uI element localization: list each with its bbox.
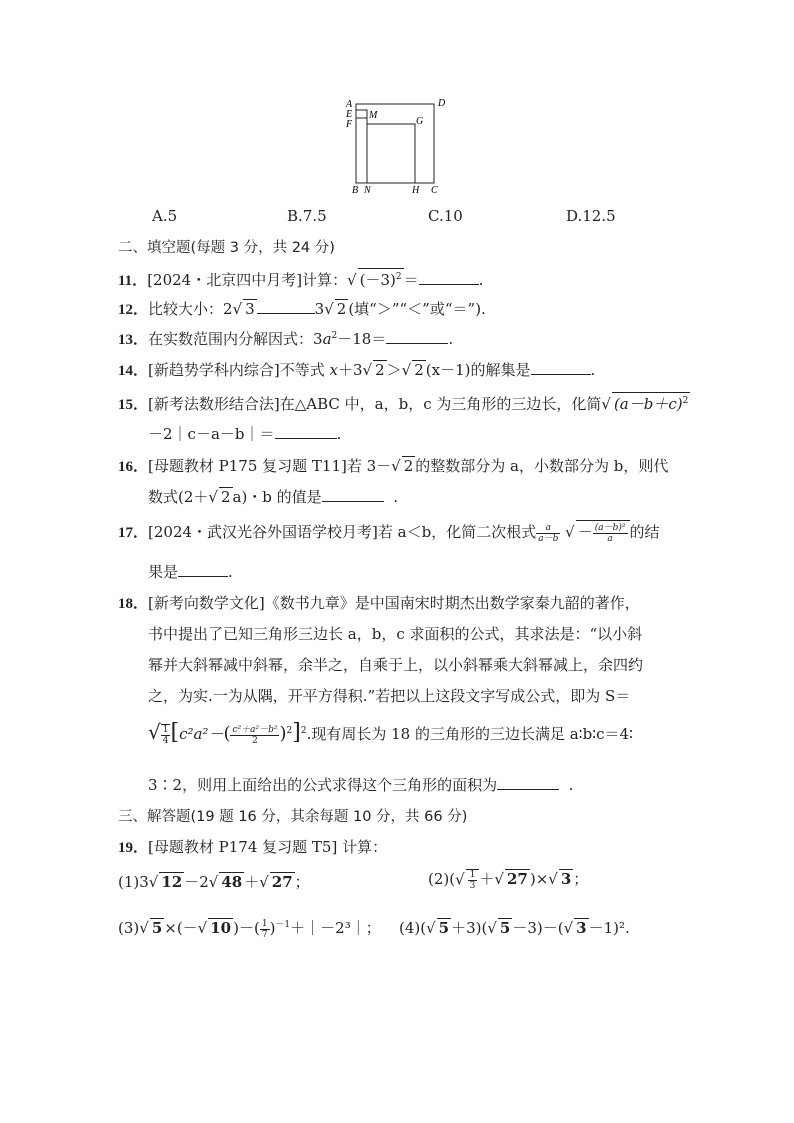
q15-end: . [336,425,342,443]
q11-text: 计算： [302,271,348,289]
q13-number: 13． [118,332,149,348]
q12-sqrt1: √ 3 [232,300,255,318]
q18-frac-quarter: $\frac{1}{4}$ [162,725,169,746]
label-d: D [438,98,446,109]
q13-end: . [448,330,454,348]
q11-eq: ＝ [403,271,419,289]
q16-end: . [393,488,399,506]
q15-line2: －2｜c－a－b｜＝ [148,425,275,443]
q17-end: . [228,563,233,581]
q19-tag: [母题教材 P174 复习题 T5] [148,838,338,856]
q18-formula-sqrt: √ [148,720,161,744]
choice-b: B.7.5 [287,207,327,225]
label-h: H [412,185,420,196]
q16-line2a: 数式(2＋ [148,488,209,506]
q17-tag: [2024・武汉光谷外国语学校月考] [148,523,378,541]
q18-c2a2: c²a²－ [179,725,224,743]
q16-number: 16． [118,459,149,475]
q18-line1: 《数书九章》是中国南宋时期杰出数学家秦九韶的著作， [264,594,640,612]
q15-number: 15． [118,397,149,413]
q19-part1: (1)3√ 12 －2√ 48 ＋√ 27 ； [118,873,310,891]
q14-x: x [329,361,338,379]
q11-end: . [478,271,484,289]
q13-text: 在实数范围内分解因式：3 [148,330,323,348]
q14-blank[interactable] [531,360,591,375]
q14-text: 不等式 [279,361,330,379]
q18-end: . [568,776,574,794]
q14-plus: ＋3 [337,361,363,379]
choice-a: A.5 [152,207,178,225]
q14-end: . [590,361,596,379]
q11-radicand: (－3) [359,271,396,289]
q17-frac: $\frac{a}{a-b}$ [538,522,559,544]
q12-blank[interactable] [257,299,315,314]
q11-tag: [2024・北京四中月考] [147,271,303,289]
q11-exp: 2 [395,272,402,282]
q11-blank[interactable] [419,270,479,285]
question-17 [118,520,660,544]
choice-c: C.10 [428,207,463,225]
q18-line6-text: 3∶2，则用上面给出的公式求得这个三角形的面积为 [148,776,498,794]
label-g: G [416,116,424,127]
q18-number: 18． [118,596,149,612]
choice-d: D.12.5 [566,207,616,225]
q13-var: a [322,330,332,348]
label-a: A [346,99,353,110]
q17-sqrt: √ － $\frac{\text{(a－b)²}}{a}$ [565,520,629,544]
q16-blank[interactable] [322,487,384,502]
q14-sqrt1: √ 2 [362,361,385,379]
q13-exp: 2 [331,331,338,341]
question-16 [118,455,668,476]
question-15-line2 [148,423,341,444]
q18-tag: [新考向数学文化] [148,594,265,612]
q17-tail: 的结 [629,523,660,541]
q11-sqrt: √ $(-3)^2$ [347,268,404,290]
section-answer-title: 三、解答题(19 题 16 分，其余每题 10 分，共 66 分) [118,809,468,825]
question-13 [118,328,453,349]
q12-sqrt2: √ 2 [324,300,347,318]
q13-tail: －18＝ [337,330,387,348]
q16-tag: [母题教材 P175 复习题 T11] [148,457,347,475]
q12-text: 比较大小：2 [148,300,233,318]
q16-line2b: a)・b 的值是 [232,488,322,506]
square-mghn [367,124,415,183]
q18-line6 [148,774,573,795]
q18-line2: 书中提出了已知三角形三边长 a，b，c 求面积的公式，其求法是：“以小斜 [148,625,643,643]
q16-text: 若 3－ [346,457,392,475]
question-18 [118,592,640,613]
q15-tag: [新考法数形结合法] [148,395,280,413]
q18-formula-tail: .现有周长为 18 的三角形的三边长满足 a∶b∶c＝4∶ [306,725,633,743]
q16-sqrt: √ 2 [391,457,414,475]
q19-part3: (3)√ 5 ×(－√ 10 )－( $\frac{1}{7}$ )$^{-1}$＋｜－2³｜； [118,918,381,940]
label-e: E [346,109,353,120]
q12-number: 12． [118,302,149,318]
question-17-line2 [148,561,233,582]
question-16-line2 [148,486,398,507]
section-fill-title: 二、填空题(每题 3 分，共 24 分) [118,240,335,256]
q19-part2: (2)(√ $\frac{1}{3}$ ＋√ 27 )×√ 3 ； [428,869,589,891]
q14-gt: ＞ [386,361,402,379]
question-12 [118,298,486,319]
geometry-figure [340,96,460,196]
q15-blank[interactable] [275,424,337,439]
rect-emn [356,110,367,183]
q17-blank[interactable] [178,562,228,577]
q17-text: 若 a＜b，化简二次根式 [377,523,537,541]
q15-text: 在△ABC 中，a，b，c 为三角形的三边长，化简 [279,395,602,413]
q18-inner-frac: $\frac{\text{c²＋a²－b²}}{2}$ [232,724,278,746]
q14-paren: (x－1) [425,361,471,379]
q17-line2: 果是 [148,563,179,581]
q19-number: 19． [118,840,149,856]
q14-tag: [新趋势学科内综合] [148,361,280,379]
q13-blank[interactable] [386,329,448,344]
label-c: C [431,185,438,196]
question-19 [118,836,387,857]
q18-blank[interactable] [497,775,559,790]
q19-part4: (4)(√ 5 ＋3)(√ 5 －3)－(√ 3 －1)². [399,919,630,937]
q12-mid: 3 [314,300,325,318]
q15-sqrt: √ $(a-b+c)^2$ [601,392,690,414]
q18-line4: 之，为实.一为从隅，开平方得积.”若把以上这段文字写成公式，即为 S＝ [148,687,631,705]
q19-text: 计算： [342,838,388,856]
question-14 [118,359,595,380]
q14-number: 14． [118,363,149,379]
q14-tail: 的解集是 [470,361,531,379]
q16-tail: 的整数部分为 a，小数部分为 b，则代 [415,457,669,475]
question-11 [118,268,483,290]
question-15 [118,392,690,414]
label-m: M [369,110,378,121]
label-b: B [352,185,359,196]
q12-tail: (填“＞”“＜”或“＝”). [348,300,486,318]
q18-line3: 幂并大斜幂减中斜幂，余半之，自乘于上，以小斜幂乘大斜幂减上，余四约 [148,656,644,674]
q14-sqrt2: √ 2 [401,361,424,379]
q16-sqrt2: √ 2 [208,488,231,506]
label-n: N [364,185,371,196]
q11-number: 11． [118,273,148,289]
label-f: F [346,119,353,130]
q17-number: 17． [118,525,149,541]
q18-formula: √ $\frac{1}{4}$ [c²a²－( $\frac{\text{c²＋a²－b²}}{2}$ )$^2$]$^2$.现有周长为 18 的三角形的三边长满足 a∶b∶c＝4∶ [148,720,633,746]
